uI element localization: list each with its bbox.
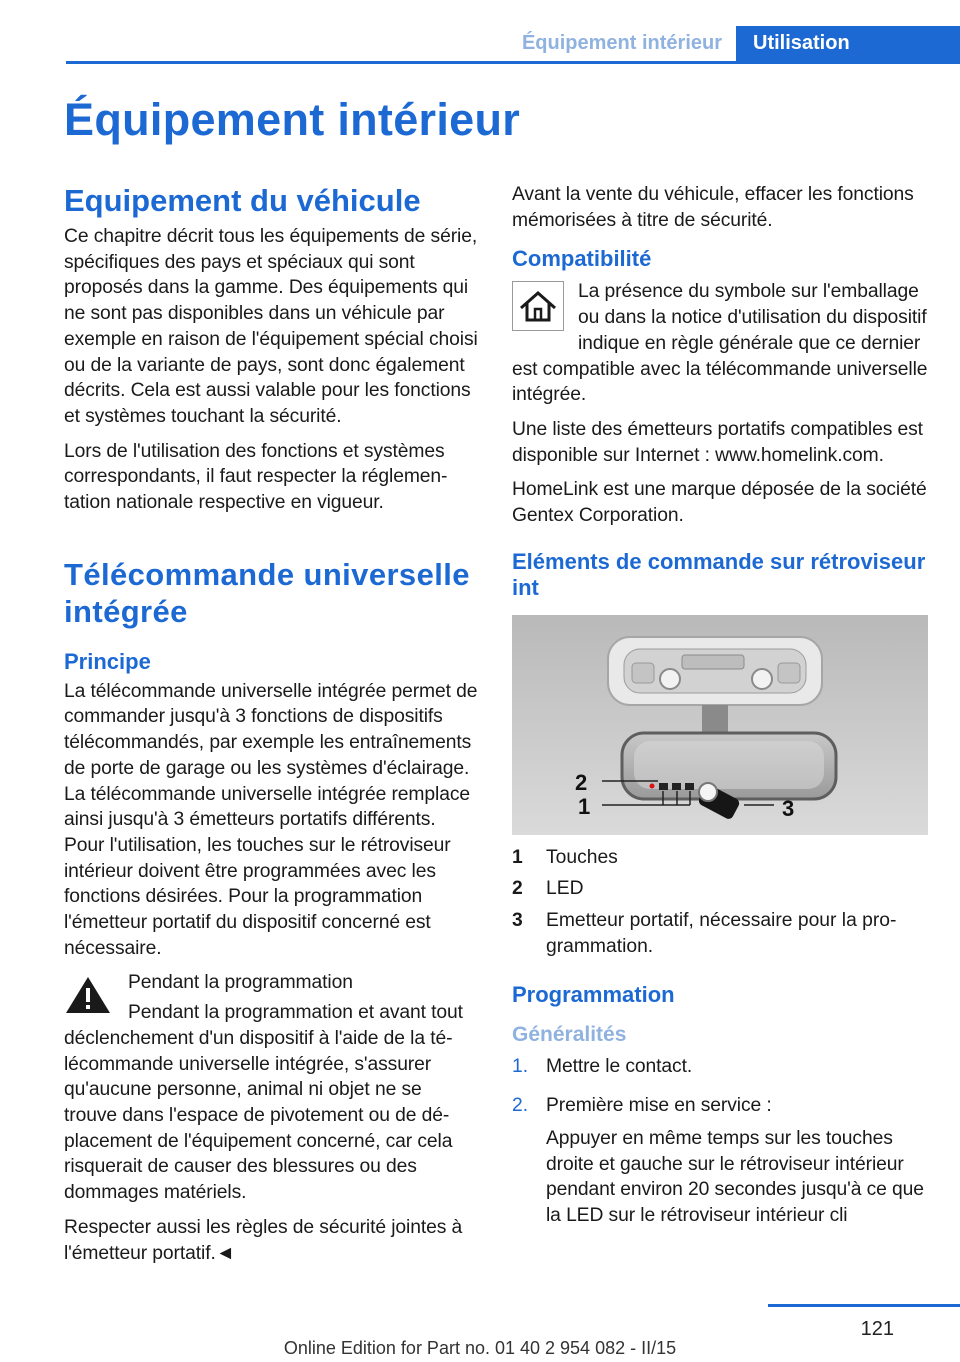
programming-steps bbox=[512, 1054, 928, 1236]
legend-item bbox=[512, 876, 928, 902]
callout-3: 3 bbox=[782, 795, 795, 821]
compatibility-paragraph-2: Une liste des émetteurs portatifs compatibles est disponible sur Internet : www.homelink.com. bbox=[512, 418, 923, 466]
footer-rule bbox=[768, 1304, 960, 1307]
step-item bbox=[512, 1054, 928, 1087]
legend-number: 3 bbox=[512, 910, 523, 932]
legend-text: Touches bbox=[546, 846, 618, 868]
warning-block bbox=[64, 970, 478, 1205]
principle-paragraph: La télécommande universelle intégrée permet de commander jusqu'à 3 fonctions de dispositifs télécommandés, par exemple les entraînements de porte de garage ou les systèmes d'éclairage. La télécommande universelle intégrée remplace ainsi jusqu'à 3 émetteurs portatifs différents. Pour l'utilisation, les touches sur le rétroviseur intérieur doivent être programmées avec les fonctions désirées. Pour la programmation l'émetteur portatif du dispositif concerné est nécessaire. bbox=[64, 680, 478, 959]
page-title: Équipement intérieur bbox=[64, 94, 521, 145]
before-sale-paragraph: Avant la vente du véhicule, effacer les fonctions mémorisées à titre de sécurité. bbox=[512, 184, 914, 231]
legend-item bbox=[512, 845, 928, 871]
legend-number: 2 bbox=[512, 878, 523, 900]
safety-note: Respecter aussi les règles de sécurité jointes à l'émetteur portatif.◄ bbox=[64, 1216, 463, 1264]
figure-legend bbox=[512, 845, 928, 960]
step-text: Première mise en service : bbox=[546, 1095, 772, 1117]
vehicle-paragraph-1: Ce chapitre décrit tous les équipements de série, spécifiques des pays et spéciaux qui sont proposés dans la gamme. Des équipements qui ne sont pas disponibles dans un véhicule par exemple en raison de l'équipement spécial choisi ou de la variante de pays, sont donc également décrits. Cela est aussi valable pour les fonctions et systèmes touchant la sécurité. bbox=[64, 226, 478, 427]
header-section-title: Équipement intérieur bbox=[521, 32, 722, 54]
left-column bbox=[64, 182, 478, 1275]
callout-1: 1 bbox=[578, 793, 591, 819]
vehicle-equipment-heading: Equipement du véhicule bbox=[64, 183, 421, 218]
compatibility-paragraph-3: HomeLink est une marque déposée de la société Gentex Corporation. bbox=[512, 479, 927, 527]
step-item bbox=[512, 1093, 928, 1236]
compatibility-heading: Compatibilité bbox=[512, 246, 652, 272]
programming-heading: Programmation bbox=[512, 981, 675, 1007]
header-tab-utilisation[interactable]: Utilisation bbox=[736, 26, 960, 61]
homelink-house-icon bbox=[512, 281, 564, 331]
general-heading: Généralités bbox=[512, 1022, 627, 1046]
step-extra-text: Appuyer en même temps sur les touches droite et gauche sur le rétroviseur intérieur pendant environ 20 secondes jusqu'à ce que la LED sur le rétroviseur intérieur cli bbox=[546, 1127, 924, 1227]
vehicle-paragraph-2: Lors de l'utilisation des fonctions et systèmes correspondants, il faut respecter la réglementation nationale respective en vigueur. bbox=[64, 440, 448, 514]
warning-triangle-icon bbox=[64, 974, 112, 1016]
elements-heading: Eléments de commande sur rétroviseur int bbox=[512, 548, 926, 600]
legend-item bbox=[512, 908, 928, 959]
legend-text: LED bbox=[546, 878, 584, 900]
mirror-controls-photo bbox=[512, 615, 928, 835]
step-text: Mettre le contact. bbox=[546, 1055, 693, 1077]
step-number: 2. bbox=[512, 1095, 529, 1117]
warning-title: Pendant la programmation bbox=[128, 972, 353, 994]
edition-footer: Online Edition for Part no. 01 40 2 954 082 - II/15 bbox=[283, 1338, 677, 1358]
warning-text: Pendant la programmation et avant tout déclenchement d'un dispositif à l'aide de la télécommande universelle intégrée, s'assurer qu'aucune personne, animal ni objet ne se trouve dans l'espace de pivotement ou de déplacement de l'équipement concerné, car cela risquerait de causer des blessures ou des dommages matériels. bbox=[64, 1002, 463, 1204]
remote-control-heading: Télécommande universelle intégrée bbox=[64, 556, 470, 629]
compatibility-paragraph-1: La présence du symbole sur l'emballage ou dans la notice d'utilisation du dispositif indique en règle générale que ce dernier est compatible avec la télécommande universelle intégrée. bbox=[512, 281, 928, 406]
page-number: 121 bbox=[860, 1318, 894, 1340]
legend-text: Emetteur portatif, nécessaire pour la programmation. bbox=[546, 910, 897, 957]
legend-number: 1 bbox=[512, 846, 523, 868]
principle-heading: Principe bbox=[64, 648, 151, 674]
step-number: 1. bbox=[512, 1055, 529, 1077]
callout-2: 2 bbox=[575, 769, 588, 795]
right-column bbox=[512, 182, 928, 1243]
header-rule bbox=[66, 61, 960, 64]
